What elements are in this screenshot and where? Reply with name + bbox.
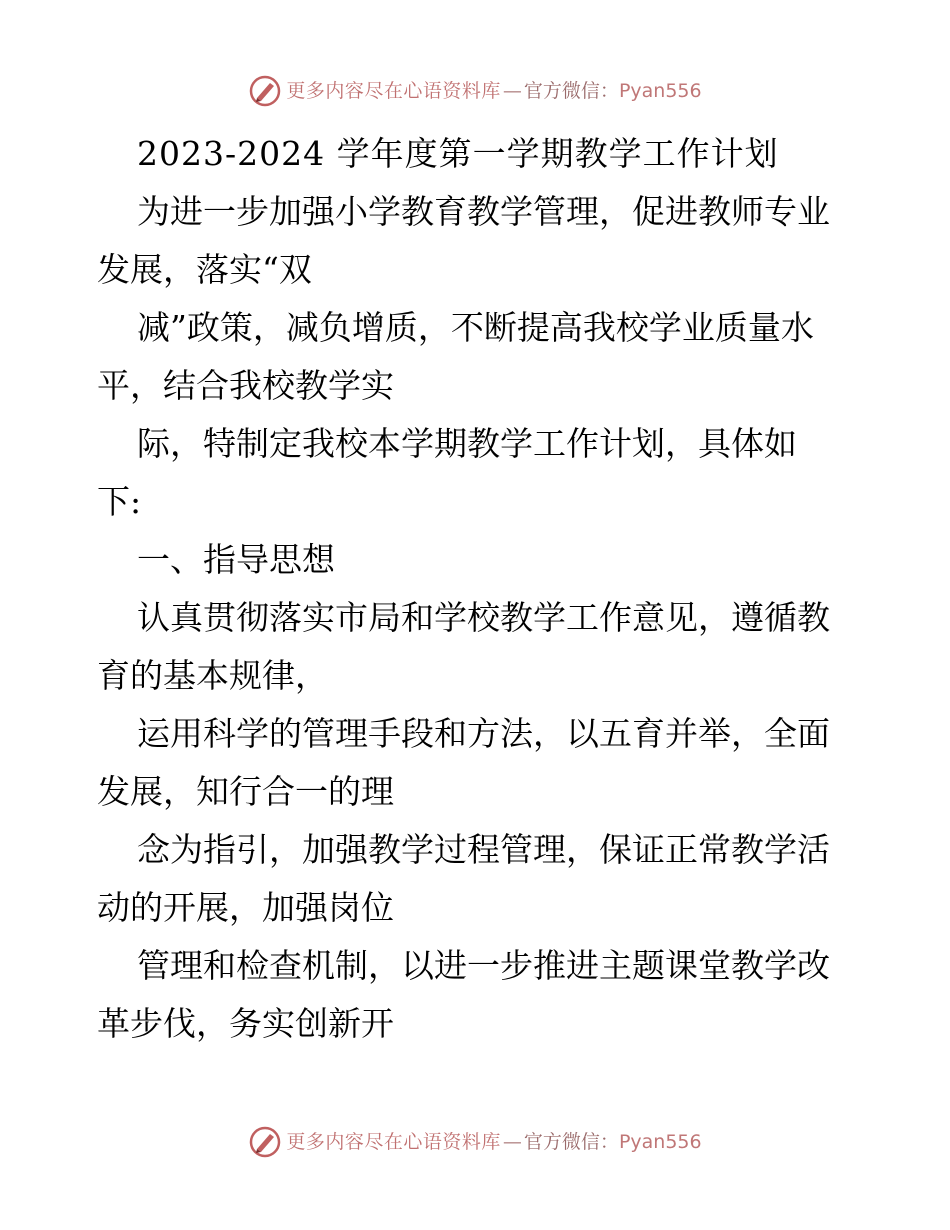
paragraph-line: 管理和检查机制，以进一步推进主题课堂教学改 <box>137 946 830 985</box>
watermark-id: Pyan556 <box>618 80 702 102</box>
watermark-main-text: 更多内容尽在心语资料库 <box>286 80 501 102</box>
paragraph-line: 念为指引，加强教学过程管理，保证正常教学活 <box>137 830 830 869</box>
watermark-label: 官方微信： <box>523 1131 619 1153</box>
pen-logo-icon <box>248 74 282 108</box>
paragraph-line: 际，特制定我校本学期教学工作计划，具体如 <box>137 424 797 463</box>
watermark-dash: — <box>502 1131 522 1153</box>
document-body <box>97 125 857 1053</box>
watermark-footer <box>0 1125 950 1159</box>
section-heading: 一、指导思想 <box>137 540 335 579</box>
paragraph-line: 为进一步加强小学教育教学管理，促进教师专业 <box>137 192 830 231</box>
paragraph-line: 发展，知行合一的理 <box>97 772 394 811</box>
document-title: 2023-2024 学年度第一学期教学工作计划 <box>137 134 779 173</box>
watermark-header <box>0 74 950 108</box>
paragraph-line: 动的开展，加强岗位 <box>97 888 394 927</box>
paragraph-line: 下: <box>97 482 142 521</box>
watermark-dash: — <box>502 80 522 102</box>
watermark-main-text: 更多内容尽在心语资料库 <box>286 1131 501 1153</box>
paragraph-line: 认真贯彻落实市局和学校教学工作意见，遵循教 <box>137 598 830 637</box>
paragraph-line: 发展，落实“双 <box>97 250 312 289</box>
paragraph-line: 革步伐，务实创新开 <box>97 1004 394 1043</box>
paragraph-line: 平，结合我校教学实 <box>97 366 394 405</box>
paragraph-line: 减”政策，减负增质，不断提高我校学业质量水 <box>137 308 814 347</box>
paragraph-line: 育的基本规律， <box>97 656 328 695</box>
watermark-id: Pyan556 <box>618 1131 702 1153</box>
watermark-label: 官方微信： <box>523 80 619 102</box>
paragraph-line: 运用科学的管理手段和方法，以五育并举，全面 <box>137 714 830 753</box>
pen-logo-icon <box>248 1125 282 1159</box>
